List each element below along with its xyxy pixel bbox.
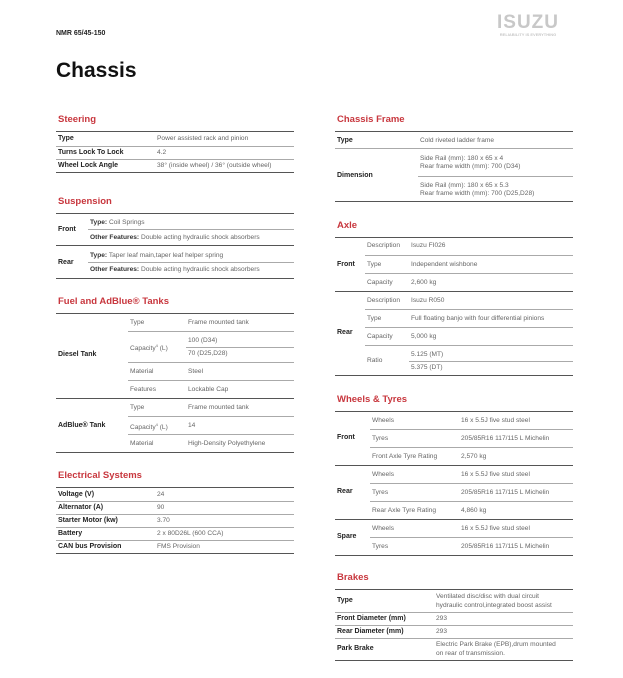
adblue-type-value: Frame mounted tank bbox=[188, 404, 249, 411]
brake-type-label: Type bbox=[337, 597, 353, 604]
spare-wheels-value: 16 x 5.5J five stud steel bbox=[461, 525, 530, 532]
park-brake-value: Electric Park Brake (EPB),drum mounted bbox=[436, 641, 556, 648]
axle-rear-capacity-value: 5,000 kg bbox=[411, 333, 437, 340]
divider bbox=[56, 159, 294, 160]
axle-rear-label: Rear bbox=[337, 329, 353, 336]
divider bbox=[335, 555, 573, 556]
adblue-tank-label: AdBlue® Tank bbox=[58, 422, 106, 429]
spare-wheels-label: Wheels bbox=[372, 525, 394, 532]
divider bbox=[335, 625, 573, 626]
axle-front-capacity-value: 2,600 kg bbox=[411, 279, 437, 286]
divider bbox=[365, 273, 573, 274]
divider bbox=[370, 447, 573, 448]
divider bbox=[418, 176, 573, 177]
starter-label: Starter Motor (kw) bbox=[58, 517, 118, 524]
front-diameter-label: Front Diameter (mm) bbox=[337, 615, 406, 622]
brake-type-value: Ventilated disc/disc with dual circuit bbox=[436, 593, 539, 600]
axle-rear-capacity-label: Capacity bbox=[367, 333, 393, 340]
spare-tyres-label: Tyres bbox=[372, 543, 389, 550]
frame-dim-1b: Rear frame width (mm): 700 (D34) bbox=[420, 163, 521, 170]
divider bbox=[335, 148, 573, 149]
voltage-value: 24 bbox=[157, 491, 165, 498]
svg-text:RELIABILITY IS EVERYTHING: RELIABILITY IS EVERYTHING bbox=[499, 32, 557, 37]
front-tyres-label: Tyres bbox=[372, 435, 389, 442]
divider bbox=[370, 501, 573, 502]
battery-label: Battery bbox=[58, 530, 83, 537]
svg-text:ISUZU: ISUZU bbox=[497, 12, 559, 33]
steering-heading: Steering bbox=[58, 114, 97, 125]
rear-tyres-value: 205/85R16 117/115 L Michelin bbox=[461, 489, 550, 496]
divider bbox=[370, 483, 573, 484]
axle-rear-type-value: Full floating banjo with four differential pinions bbox=[411, 315, 545, 322]
axle-rear-ratio-value: 5.125 (MT) bbox=[411, 351, 444, 358]
axle-front-desc-value: Isuzu FI026 bbox=[411, 242, 446, 249]
steering-turns-value: 4.2 bbox=[157, 149, 167, 156]
divider bbox=[335, 291, 573, 292]
canbus-label: CAN bus Provision bbox=[58, 543, 122, 550]
divider bbox=[335, 589, 573, 590]
wheels-heading: Wheels & Tyres bbox=[337, 394, 408, 405]
divider bbox=[56, 213, 294, 214]
divider bbox=[56, 146, 294, 147]
adblue-material-label: Material bbox=[130, 440, 154, 447]
axle-rear-desc-label: Description bbox=[367, 297, 400, 304]
divider bbox=[335, 612, 573, 613]
frame-dimension-label: Dimension bbox=[337, 172, 373, 179]
suspension-rear-other: Other Features: Double acting hydraulic shock absorbers bbox=[90, 266, 260, 273]
model-code: NMR 65/45-150 bbox=[56, 30, 106, 37]
front-rating-value: 2,570 kg bbox=[461, 453, 487, 460]
frame-type-value: Cold riveted ladder frame bbox=[420, 137, 495, 144]
divider bbox=[128, 362, 294, 363]
divider bbox=[56, 245, 294, 246]
frame-type-label: Type bbox=[337, 137, 353, 144]
suspension-front-label: Front bbox=[58, 226, 76, 233]
adblue-material-value: High-Density Polyethylene bbox=[188, 440, 266, 447]
frame-dim-2b: Rear frame width (mm): 700 (D25,D28) bbox=[420, 190, 535, 197]
diesel-capacity-label: Capacity$^4$ (L) bbox=[130, 343, 168, 353]
divider bbox=[409, 361, 573, 362]
page-title: Chassis bbox=[56, 59, 137, 82]
divider bbox=[186, 347, 294, 348]
divider bbox=[88, 229, 294, 230]
park-brake-label: Park Brake bbox=[337, 645, 374, 652]
divider bbox=[56, 514, 294, 515]
divider bbox=[370, 537, 573, 538]
rear-wheels-value: 16 x 5.5J five stud steel bbox=[461, 471, 530, 478]
wheels-front-label: Front bbox=[337, 434, 355, 441]
divider bbox=[335, 131, 573, 132]
divider bbox=[365, 327, 573, 328]
front-wheels-label: Wheels bbox=[372, 417, 394, 424]
divider bbox=[365, 255, 573, 256]
divider bbox=[335, 465, 573, 466]
divider bbox=[56, 527, 294, 528]
divider bbox=[56, 398, 294, 399]
divider bbox=[370, 429, 573, 430]
diesel-capacity-value-2: 70 (D25,D28) bbox=[188, 350, 228, 357]
rear-diameter-value: 293 bbox=[436, 628, 448, 635]
divider bbox=[56, 278, 294, 279]
diesel-capacity-value: 100 (D34) bbox=[188, 337, 218, 344]
rear-rating-value: 4,860 kg bbox=[461, 507, 487, 514]
adblue-type-label: Type bbox=[130, 404, 145, 411]
divider bbox=[56, 553, 294, 554]
axle-front-type-value: Independent wishbone bbox=[411, 261, 478, 268]
divider bbox=[56, 452, 294, 453]
divider bbox=[128, 434, 294, 435]
suspension-rear-label: Rear bbox=[58, 259, 74, 266]
divider bbox=[335, 201, 573, 202]
wheels-rear-label: Rear bbox=[337, 488, 353, 495]
axle-rear-type-label: Type bbox=[367, 315, 382, 322]
divider bbox=[56, 540, 294, 541]
voltage-label: Voltage (V) bbox=[58, 491, 95, 498]
divider bbox=[335, 660, 573, 661]
axle-rear-ratio-value-2: 5.375 (DT) bbox=[411, 364, 443, 371]
suspension-front-type: Type: Coil Springs bbox=[90, 219, 145, 226]
battery-value: 2 x 80D26L (600 CCA) bbox=[157, 530, 224, 537]
divider bbox=[335, 411, 573, 412]
diesel-features-label: Features bbox=[130, 386, 157, 393]
divider bbox=[365, 309, 573, 310]
diesel-material-value: Steel bbox=[188, 368, 204, 375]
axle-rear-desc-value: Isuzu R050 bbox=[411, 297, 445, 304]
isuzu-logo bbox=[484, 11, 572, 39]
starter-value: 3.70 bbox=[157, 517, 170, 524]
axle-heading: Axle bbox=[337, 220, 358, 231]
suspension-rear-type: Type: Taper leaf main,taper leaf helper spring bbox=[90, 252, 224, 259]
brake-type-value-2: hydraulic control,integrated boost assist bbox=[436, 602, 552, 609]
brakes-heading: Brakes bbox=[337, 572, 369, 583]
suspension-front-other: Other Features: Double acting hydraulic shock absorbers bbox=[90, 234, 260, 241]
adblue-capacity-label: Capacity$^4$ (L) bbox=[130, 422, 168, 432]
rear-wheels-label: Wheels bbox=[372, 471, 394, 478]
canbus-value: FMS Provision bbox=[157, 543, 200, 550]
divider bbox=[56, 131, 294, 132]
adblue-capacity-value: 14 bbox=[188, 422, 196, 429]
axle-front-desc-label: Description bbox=[367, 242, 400, 249]
park-brake-value-2: on rear of transmission. bbox=[436, 650, 505, 657]
frame-dim-1a: Side Rail (mm): 180 x 65 x 4 bbox=[420, 155, 504, 162]
steering-turns-label: Turns Lock To Lock bbox=[58, 149, 124, 156]
spare-tyres-value: 205/85R16 117/115 L Michelin bbox=[461, 543, 550, 550]
divider bbox=[56, 487, 294, 488]
suspension-heading: Suspension bbox=[58, 196, 112, 207]
electrical-heading: Electrical Systems bbox=[58, 470, 142, 481]
divider bbox=[128, 380, 294, 381]
axle-rear-ratio-label: Ratio bbox=[367, 357, 383, 364]
divider bbox=[335, 375, 573, 376]
rear-diameter-label: Rear Diameter (mm) bbox=[337, 628, 404, 635]
divider bbox=[365, 345, 573, 346]
axle-front-capacity-label: Capacity bbox=[367, 279, 393, 286]
diesel-type-label: Type bbox=[130, 319, 145, 326]
diesel-material-label: Material bbox=[130, 368, 154, 375]
axle-front-type-label: Type bbox=[367, 261, 382, 268]
front-diameter-value: 293 bbox=[436, 615, 448, 622]
alternator-value: 90 bbox=[157, 504, 165, 511]
rear-rating-label: Rear Axle Tyre Rating bbox=[372, 507, 437, 514]
wheels-spare-label: Spare bbox=[337, 533, 357, 540]
axle-front-label: Front bbox=[337, 261, 355, 268]
fuel-heading: Fuel and AdBlue® Tanks bbox=[58, 296, 169, 307]
divider bbox=[335, 519, 573, 520]
front-tyres-value: 205/85R16 117/115 L Michelin bbox=[461, 435, 550, 442]
steering-type-label: Type bbox=[58, 135, 74, 142]
steering-angle-value: 38° (inside wheel) / 36° (outside wheel) bbox=[157, 162, 272, 169]
alternator-label: Alternator (A) bbox=[58, 504, 104, 511]
steering-angle-label: Wheel Lock Angle bbox=[58, 162, 119, 169]
steering-type-value: Power assisted rack and pinion bbox=[157, 135, 249, 142]
diesel-tank-label: Diesel Tank bbox=[58, 351, 97, 358]
divider bbox=[56, 313, 294, 314]
divider bbox=[335, 237, 573, 238]
diesel-features-value: Lockable Cap bbox=[188, 386, 229, 393]
front-rating-label: Front Axle Tyre Rating bbox=[372, 453, 438, 460]
frame-heading: Chassis Frame bbox=[337, 114, 405, 125]
divider bbox=[56, 172, 294, 173]
divider bbox=[335, 638, 573, 639]
divider bbox=[56, 501, 294, 502]
divider bbox=[128, 331, 294, 332]
frame-dim-2a: Side Rail (mm): 180 x 65 x 5.3 bbox=[420, 182, 509, 189]
front-wheels-value: 16 x 5.5J five stud steel bbox=[461, 417, 530, 424]
divider bbox=[128, 416, 294, 417]
diesel-type-value: Frame mounted tank bbox=[188, 319, 249, 326]
rear-tyres-label: Tyres bbox=[372, 489, 389, 496]
divider bbox=[88, 262, 294, 263]
